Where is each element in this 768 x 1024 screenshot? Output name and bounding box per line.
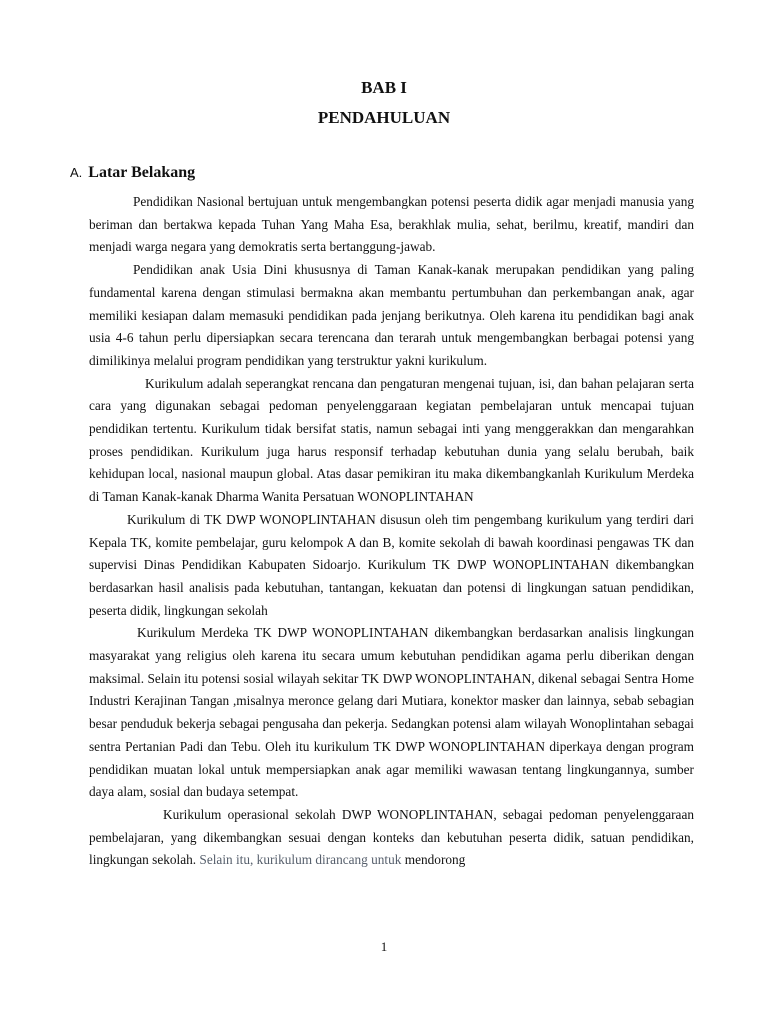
paragraph-text: Kurikulum operasional sekolah DWP WONOPLINTAHAN, sebagai pedoman penyelenggaraan pembelajaran, yang dikembangkan sesuai dengan konteks dan kebutuhan peserta didik, satuan pendidikan, lingkungan sekolah. (89, 806, 694, 868)
chapter-number: BAB I (361, 78, 407, 97)
paragraph: Kurikulum di TK DWP WONOPLINTAHAN disusun oleh tim pengembang kurikulum yang terdiri dari Kepala TK, komite pembelajar, guru kelompok A dan B, komite sekolah di bawah koordinasi pengawas TK dan supervisi Dinas Pendidikan Kabupaten Sidoarjo. Kurikulum TK DWP WONOPLINTAHAN dikembangkan berdasarkan hasil analisis pada kebutuhan, tantangan, kekuatan dan potensi di lingkungan satuan pendidikan, peserta didik, lingkungan sekolah (89, 511, 694, 618)
section-marker: A. (70, 165, 83, 180)
paragraph: Pendidikan anak Usia Dini khususnya di Taman Kanak-kanak merupakan pendidikan yang paling fundamental karena dengan stimulasi bermakna akan membantu pertumbuhan dan perkembangan anak, agar memiliki kesiapan dalam memasuki pendidikan pada jenjang berikutnya. Oleh karena itu pendidikan bagi anak usia 4-6 tahun perlu dipersiapkan secara terencana dan terarah untuk mengembangkan berbagai potensi yang dimilikinya melalui program pendidikan yang terstruktur yakni kurikulum. (89, 262, 694, 368)
highlighted-text: Selain itu, kurikulum dirancang untuk (199, 852, 402, 868)
chapter-title: PENDAHULUAN (317, 108, 451, 127)
page-number: 1 (380, 939, 388, 954)
paragraph: Kurikulum adalah seperangkat rencana dan pengaturan mengenai tujuan, isi, dan bahan pelajaran serta cara yang digunakan sebagai pedoman penyelenggaraan kegiatan pembelajaran untuk mencapai tujuan pendidikan tertentu. Kurikulum tidak bersifat statis, namun sebagai inti yang menggerakkan dan mengarahkan proses pendidikan. Kurikulum juga harus responsif terhadap kebutuhan dunia yang selalu berubah, baik kehidupan local, nasional maupun global. Atas dasar pemikiran itu maka dikembangkanlah Kurikulum Merdeka di Taman Kanak-kanak Dharma Wanita Persatuan WONOPLINTAHAN (89, 375, 694, 505)
section-heading (70, 164, 195, 182)
body-text (89, 191, 694, 872)
paragraph: Kurikulum Merdeka TK DWP WONOPLINTAHAN dikembangkan berdasarkan analisis lingkungan masyarakat yang religius oleh karena itu secara umum kebutuhan pendidikan agama perlu diberikan dengan maksimal. Selain itu potensi sosial wilayah sekitar TK DWP WONOPLINTAHAN, dikenal sebagai Sentra Home Industri Kerajinan Tangan ,misalnya meronce gelang dari Mutiara, konektor masker dan lainnya, sebab sebagian besar penduduk bekerja sebagai pengusaha dan pekerja. Sedangkan potensi alam wilayah Wonoplintahan sebagai sentra Pertanian Padi dan Tebu. Oleh itu kurikulum TK DWP WONOPLINTAHAN diperkaya dengan program pendidikan muatan lokal untuk mempersiapkan anak agar memiliki wawasan tentang lingkungannya, sumber daya alam, sosial dan budaya setempat. (89, 625, 694, 800)
paragraph: Pendidikan Nasional bertujuan untuk mengembangkan potensi peserta didik agar menjadi manusia yang beriman dan bertakwa kepada Tuhan Yang Maha Esa, berakhlak mulia, sehat, berilmu, kreatif, mandiri dan menjadi warga negara yang demokratis serta bertanggung-jawab. (89, 194, 694, 255)
paragraph-last (89, 804, 694, 872)
section-title: Latar Belakang (88, 164, 196, 181)
paragraph-text-tail: mendorong (401, 852, 466, 868)
